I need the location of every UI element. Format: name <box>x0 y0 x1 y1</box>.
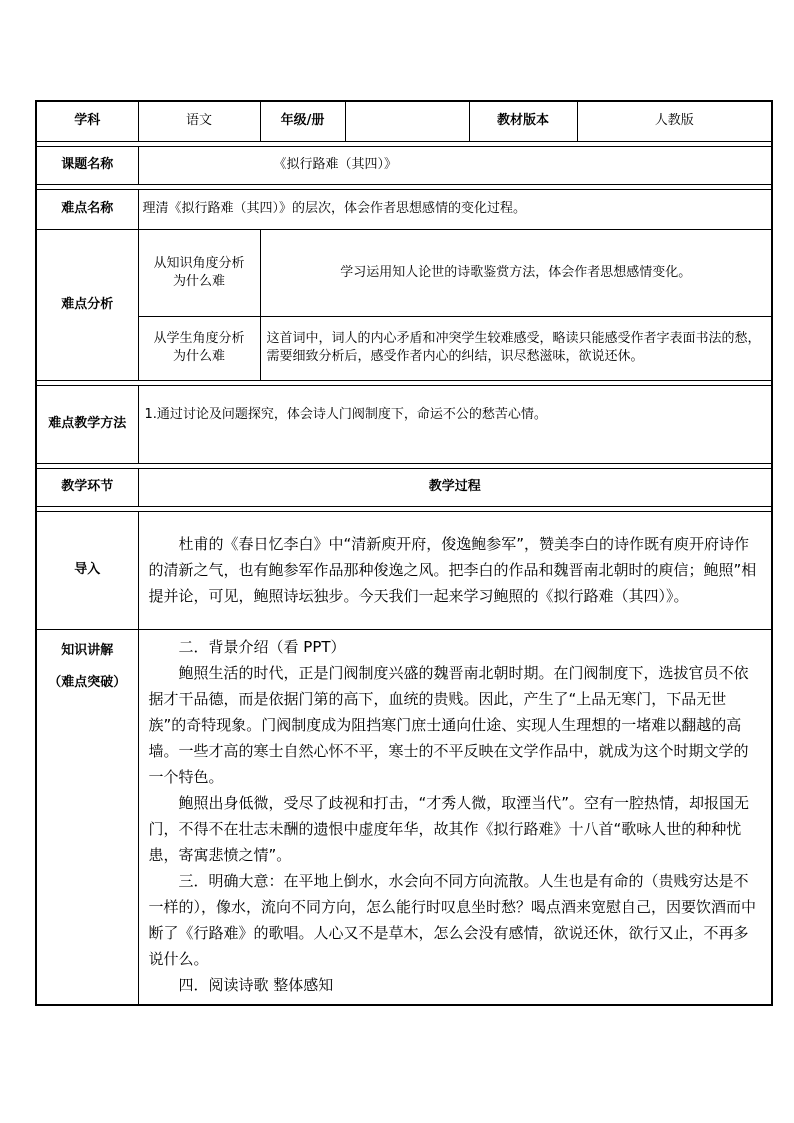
grade-value <box>345 101 469 141</box>
course-label: 课题名称 <box>36 146 138 184</box>
difficulty-label: 难点名称 <box>36 189 138 229</box>
knowledge-angle-value: 学习运用知人论世的诗歌鉴赏方法，体会作者思想感情变化。 <box>260 229 772 316</box>
knowledge-content <box>138 629 772 1005</box>
process-header: 教学过程 <box>138 468 772 506</box>
background-heading: 二．背景介绍（看 PPT） <box>178 637 346 656</box>
stage-header: 教学环节 <box>36 468 138 506</box>
background-paragraph-1: 鲍照生活的时代，正是门阀制度兴盛的魏晋南北朝时期。在门阀制度下，选拔官员不依据才干品德，而是依据门第的高下，血统的贵贱。因此，产生了“上品无寒门，下品无世族”的奇特现象。门阀制度成为阻挡寒门庶士通向仕途、实现人生理想的一堵难以翻越的高墙。一些才高的寒士自然心怀不平，寒士的不平反映在文学作品中，就成为这个时期文学的一个特色。 <box>148 663 749 786</box>
intro-label: 导入 <box>36 511 138 629</box>
subject-label: 学科 <box>36 101 138 141</box>
method-row <box>36 385 772 463</box>
knowledge-label-cell <box>36 629 138 1005</box>
intro-row <box>36 511 772 629</box>
intro-content <box>138 511 772 629</box>
knowledge-angle-label: 从知识角度分析为什么难 <box>138 229 260 316</box>
difficulty-value: 理清《拟行路难（其四）》的层次，体会作者思想感情的变化过程。 <box>138 189 772 229</box>
course-value: 《拟行路难（其四）》 <box>138 146 772 184</box>
course-row <box>36 146 772 184</box>
knowledge-label: 知识讲解 <box>61 642 114 658</box>
student-angle-value: 这首词中，词人的内心矛盾和冲突学生较难感受，略读只能感受作者字表面书法的愁，需要细致分析后，感受作者内心的纠结，识尽愁滋味，欲说还休。 <box>260 316 772 380</box>
method-value: 1.通过讨论及问题探究，体会诗人门阀制度下，命运不公的愁苦心情。 <box>138 385 772 463</box>
intro-paragraph: 杜甫的《春日忆李白》中“清新庾开府，俊逸鲍参军”，赞美李白的诗作既有庾开府诗作的清新之气，也有鲍参军作品那种俊逸之风。把李白的作品和魏晋南北朝时的庾信；鲍照”相提并论，可见，鲍照诗坛独步。今天我们一起来学习鲍照的《拟行路难（其四）》。 <box>148 535 757 605</box>
student-angle-label: 从学生角度分析为什么难 <box>138 316 260 380</box>
grade-label: 年级/册 <box>260 101 345 141</box>
reading-heading: 四．阅读诗歌 整体感知 <box>178 975 334 994</box>
edition-label: 教材版本 <box>469 101 577 141</box>
knowledge-sublabel: （难点突破） <box>48 674 127 690</box>
subject-value: 语文 <box>138 101 260 141</box>
analysis-row-student <box>36 316 772 380</box>
analysis-label: 难点分析 <box>36 229 138 380</box>
edition-value: 人教版 <box>577 101 772 141</box>
knowledge-row <box>36 629 772 1005</box>
method-label: 难点教学方法 <box>36 385 138 463</box>
analysis-row-knowledge <box>36 229 772 316</box>
background-paragraph-2: 鲍照出身低微，受尽了歧视和打击，“才秀人微，取湮当代”。空有一腔热情，却报国无门，不得不在壮志未酬的遗恨中虚度年华，故其作《拟行路难》十八首“歌咏人世的种种忧患，寄寓悲愤之情”。 <box>148 793 750 864</box>
header-row <box>36 101 772 141</box>
meaning-paragraph: 三．明确大意：在平地上倒水，水会向不同方向流散。人生也是有命的（贵贱穷达是不一样的），像水，流向不同方向，怎么能行时叹息坐时愁？喝点酒来宽慰自己，因要饮酒而中断了《行路难》的歌唱。人心又不是草木，怎么会没有感情，欲说还休，欲行又止，不再多说什么。 <box>148 871 757 968</box>
lesson-plan-table <box>35 100 773 1006</box>
difficulty-row <box>36 189 772 229</box>
process-header-row <box>36 468 772 506</box>
